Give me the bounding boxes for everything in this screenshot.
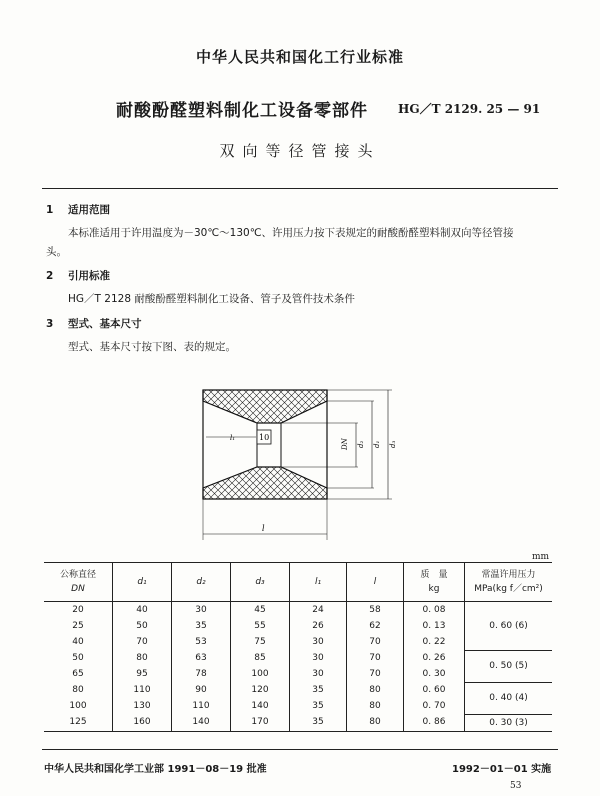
cell-mass: 0. 70 bbox=[404, 698, 465, 714]
issuing-organization: 中华人民共和国化工行业标准 bbox=[195, 48, 404, 66]
cell-d3: 170 bbox=[231, 714, 290, 731]
cell-d3: 45 bbox=[231, 602, 290, 619]
cell-l: 58 bbox=[347, 602, 404, 619]
pipe-joint-drawing bbox=[190, 378, 420, 543]
table-row bbox=[44, 650, 552, 666]
header-divider bbox=[42, 188, 558, 189]
header-d3: d₃ bbox=[231, 563, 290, 602]
cell-mass: 0. 60 bbox=[404, 682, 465, 698]
cell-d2: 53 bbox=[172, 634, 231, 650]
cell-d1: 95 bbox=[113, 666, 172, 682]
footer-divider bbox=[42, 749, 558, 750]
cell-d2: 90 bbox=[172, 682, 231, 698]
cell-l: 80 bbox=[347, 682, 404, 698]
cell-d3: 55 bbox=[231, 618, 290, 634]
cell-l: 62 bbox=[347, 618, 404, 634]
cell-d1: 50 bbox=[113, 618, 172, 634]
cell-d2: 78 bbox=[172, 666, 231, 682]
cell-mass: 0. 13 bbox=[404, 618, 465, 634]
section-3-heading: 3 型式、基本尺寸 bbox=[46, 318, 142, 330]
cell-l1: 35 bbox=[290, 714, 347, 731]
cell-d1: 40 bbox=[113, 602, 172, 619]
cell-d3: 120 bbox=[231, 682, 290, 698]
cell-pressure: 0. 50 (5) bbox=[465, 650, 553, 682]
table-header-row bbox=[44, 563, 552, 602]
table-row bbox=[44, 714, 552, 731]
section-3-body: 型式、基本尺寸按下图、表的规定。 bbox=[68, 341, 236, 353]
cell-l1: 35 bbox=[290, 698, 347, 714]
cell-d1: 110 bbox=[113, 682, 172, 698]
header-l1: l₁ bbox=[290, 563, 347, 602]
cell-d1: 80 bbox=[113, 650, 172, 666]
cell-d3: 100 bbox=[231, 666, 290, 682]
cell-dn: 125 bbox=[44, 714, 113, 731]
section-1-body-line2: 头。 bbox=[46, 246, 67, 258]
cell-mass: 0. 08 bbox=[404, 602, 465, 619]
cell-l1: 30 bbox=[290, 650, 347, 666]
cell-d1: 160 bbox=[113, 714, 172, 731]
dim-d2-label: d₂ bbox=[357, 440, 365, 448]
approval-note: 中华人民共和国化学工业部 1991－08－19 批准 bbox=[44, 764, 267, 775]
dim-l1-label: l₁ bbox=[230, 434, 236, 442]
cell-mass: 0. 30 bbox=[404, 666, 465, 682]
cell-d3: 75 bbox=[231, 634, 290, 650]
cell-l1: 30 bbox=[290, 634, 347, 650]
cell-pressure: 0. 40 (4) bbox=[465, 682, 553, 714]
cell-mass: 0. 86 bbox=[404, 714, 465, 731]
section-2-heading: 2 引用标准 bbox=[46, 270, 110, 282]
cell-l1: 24 bbox=[290, 602, 347, 619]
cell-l1: 30 bbox=[290, 666, 347, 682]
cell-l: 80 bbox=[347, 698, 404, 714]
cell-l: 80 bbox=[347, 714, 404, 731]
standard-title: 耐酸酚醛塑料制化工设备零部件 bbox=[116, 101, 368, 121]
cell-dn: 80 bbox=[72, 685, 84, 695]
cell-d1: 130 bbox=[113, 698, 172, 714]
bottom-wall-section bbox=[203, 467, 327, 499]
cell-dn: 50 bbox=[72, 653, 84, 663]
cell-dn: 100 bbox=[69, 701, 87, 711]
section-1-heading: 1 适用范围 bbox=[46, 204, 110, 216]
cell-l1: 35 bbox=[290, 682, 347, 698]
header-d2: d₂ bbox=[172, 563, 231, 602]
header-pressure: 常温许用压力 MPa(kg f／cm²) bbox=[465, 563, 553, 602]
dim-10-label: 10 bbox=[259, 433, 270, 442]
cell-l: 70 bbox=[347, 634, 404, 650]
cell-l: 70 bbox=[347, 666, 404, 682]
cell-pressure: 0. 60 (6) bbox=[465, 602, 553, 651]
section-1-body-line1: 本标准适用于许用温度为－30℃～130℃、许用压力按下表规定的耐酸酚醛塑料制双向等径管接 bbox=[68, 227, 514, 239]
cell-d3: 140 bbox=[231, 698, 290, 714]
cell-d3: 85 bbox=[231, 650, 290, 666]
header-l: l bbox=[347, 563, 404, 602]
cell-d2: 110 bbox=[172, 698, 231, 714]
cell-pressure: 0. 30 (3) bbox=[465, 714, 553, 731]
dim-l-label: l bbox=[262, 524, 265, 533]
header-mass: 质 量 kg bbox=[404, 563, 465, 602]
cell-l: 70 bbox=[347, 650, 404, 666]
cell-d1: 70 bbox=[113, 634, 172, 650]
cell-dn: 40 bbox=[72, 637, 84, 647]
dimension-table bbox=[44, 562, 552, 732]
standard-number: HG／T 2129. 25 — 91 bbox=[398, 102, 541, 116]
cell-d2: 35 bbox=[172, 618, 231, 634]
header-dn: 公称直径 DN bbox=[44, 563, 113, 602]
cell-mass: 0. 26 bbox=[404, 650, 465, 666]
table-row bbox=[44, 602, 552, 619]
standard-subtitle: 双向等径管接头 bbox=[219, 142, 381, 160]
page-number: 53 bbox=[510, 781, 522, 791]
dim-d3-label: d₃ bbox=[389, 440, 397, 448]
header-d1: d₁ bbox=[113, 563, 172, 602]
table-unit: mm bbox=[532, 552, 550, 562]
table-row bbox=[44, 682, 552, 698]
cell-l1: 26 bbox=[290, 618, 347, 634]
cell-d2: 140 bbox=[172, 714, 231, 731]
top-wall-section bbox=[203, 390, 327, 423]
cell-dn: 25 bbox=[72, 621, 84, 631]
cell-mass: 0. 22 bbox=[404, 634, 465, 650]
section-2-body: HG／T 2128 耐酸酚醛塑料制化工设备、管子及管件技术条件 bbox=[68, 293, 355, 305]
cell-d2: 30 bbox=[172, 602, 231, 619]
implementation-date: 1992－01－01 实施 bbox=[452, 764, 552, 775]
dim-d1-label: d₁ bbox=[373, 440, 381, 448]
dim-DN-label: DN bbox=[341, 438, 349, 450]
cell-d2: 63 bbox=[172, 650, 231, 666]
cell-dn: 65 bbox=[72, 669, 84, 679]
cell-dn: 20 bbox=[72, 605, 84, 615]
